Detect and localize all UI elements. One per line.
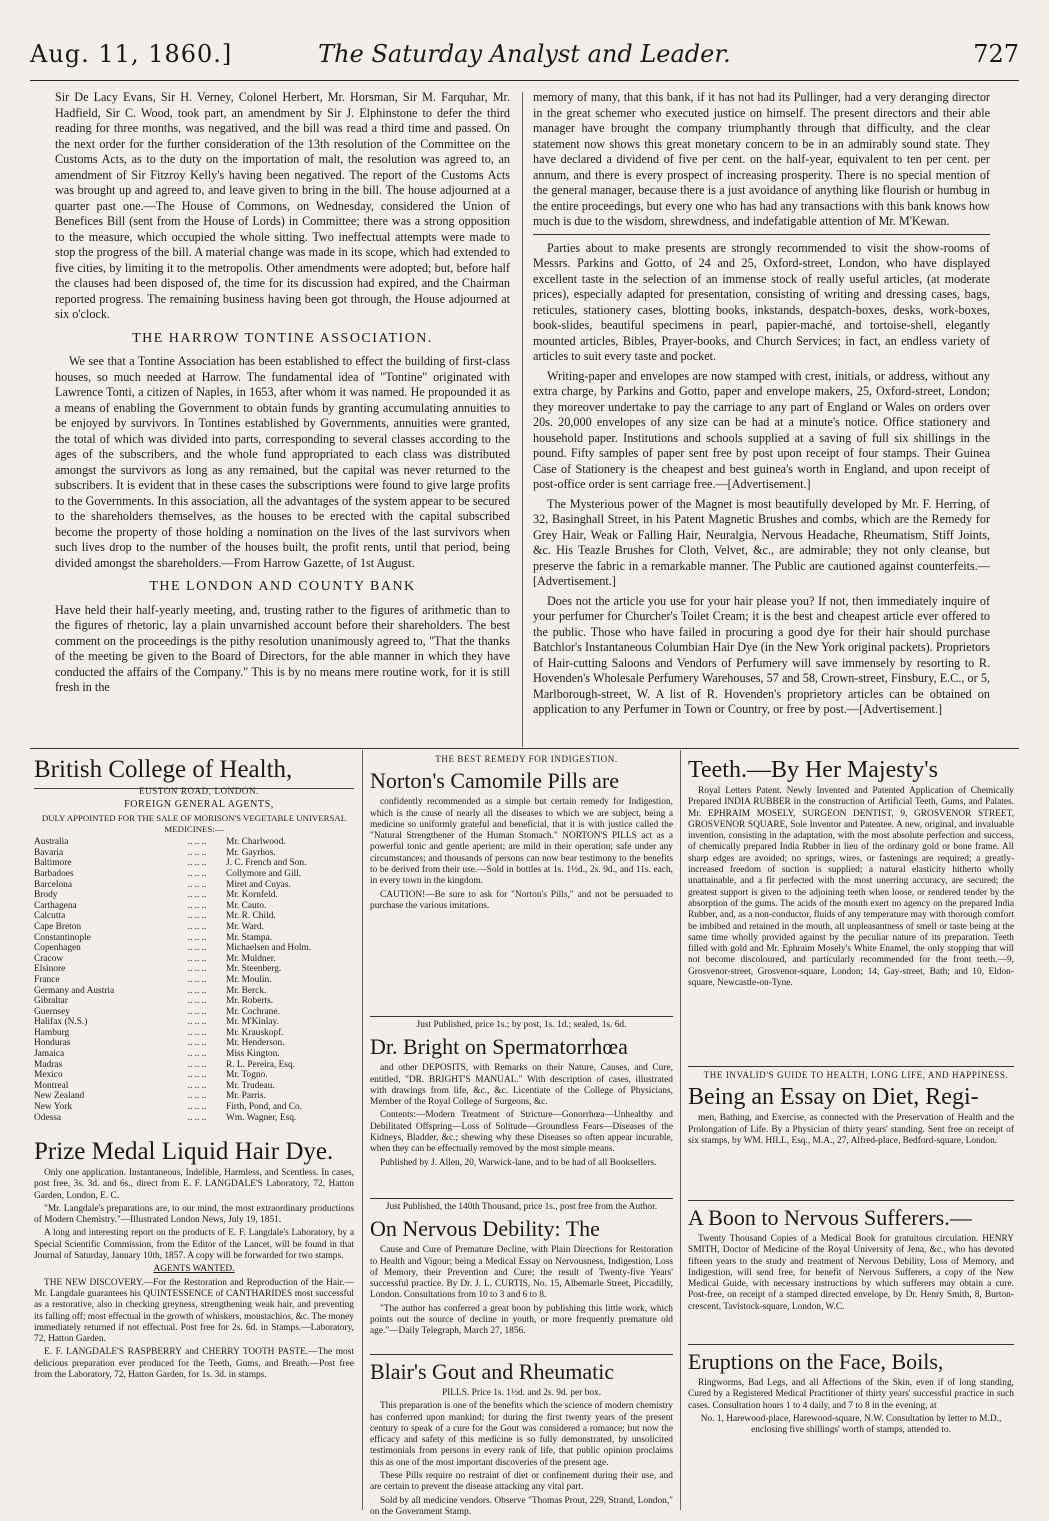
bank-paragraph: Have held their half-yearly meeting, and, trusting rather to the figures of arithmetic than to the figures of rhetoric, lay a plain unvarnished account before their shareholders. The best comment on the proceedings is the pithy resolution unanimously agreed to, "That the thanks of the meeting be given to the Board of Directors, for the able manner in which they have conducted the affairs of the Company." This is by no means mere routine work, for it is still fresh in the bbox=[55, 602, 510, 694]
norton-kicker: THE BEST REMEDY FOR INDIGESTION. bbox=[435, 754, 618, 764]
leader-dots: .. .. .. bbox=[187, 890, 207, 901]
eruptions-text-1: Ringworms, Bad Legs, and all Affections of the Skin, even if of long standing, Cured by a Registered Medical Practitioner of thirty years' successful practice in such cases. Consultation hours 1 to 4 daily, and 7 to 8 in the evening, at bbox=[688, 1378, 1014, 1411]
invalid-ad bbox=[688, 1070, 1014, 1198]
page-header bbox=[30, 40, 1019, 72]
agent-place: Honduras bbox=[34, 1038, 71, 1049]
tontine-paragraph: We see that a Tontine Association has been established to effect the building of first-class houses, so much needed at Harrow. The fundamental idea of "Tontine" originated with Lawrence Tonti, a citizen of Naples, in 1653, after whom it was named. He propounded it as a means of enabling the Government to obtain funds by granting accumulating annuities to be enjoyed by survivors. In Tontines established by Governments, annuities were granted, the total of which was divided into parts, corresponding to several classes according to the ages of the subscribers, and the whole fund appropriated to each class was distributed amongst the survivors as long as any remained, but the capital was never returned to the subscribers. It is evident that in these cases the subscriptions were found to give large profits to the Governments. In this association, all the advantages of the system appear to be secured to the shareholders themselves, as the houses to be erected with the capital subscribed become the property of those holding a nomination on the lives of the last survivors when such lives drop to the number of the houses built, the profit rents, until that period, being divided amongst the shareholders.—From Harrow Gazette, of 1st August. bbox=[55, 354, 510, 570]
leader-dots: .. .. .. bbox=[187, 911, 207, 922]
blair-text-2: This preparation is one of the benefits which the science of modern chemistry has conferred upon mankind; for during the first twenty years of the present century to speak of a cure for the Gout was considered a romance; but now the efficacy and safety of this medicine is so fully demonstrated, by unsolicited testimonials from persons in every rank of life, that public opinion proclaims this as one of the most important discoveries of the present age. bbox=[370, 1401, 673, 1468]
agent-row bbox=[34, 1102, 354, 1113]
agent-row bbox=[34, 943, 354, 954]
agent-name: Mr. Berck. bbox=[225, 985, 267, 996]
agent-name: Mr. Stampa. bbox=[225, 932, 273, 943]
bank-continued-paragraph: memory of many, that this bank, if it has not had its Pullinger, had a very deranging director in the great schemer who executed justice on himself. The present directors and their able manager have brought the company triumphantly through that difficulty, and the clear statement now shows this great monetary concern to be in an admirably sound state. They have declared a dividend of five per cent. on the half-year, equivalent to ten per cent. per annum, and there is every prospect of increasing prosperity. There is no special mention of the general manager, because there is a just avoidance of anything like flourish or humbug in the entire proceedings, but every one who has had any transactions with this bank knows how much is due to the wisdom, shrewdness, and indefatigable attention of Mr. M'Kewan. bbox=[533, 90, 990, 228]
stray-rule bbox=[34, 788, 354, 789]
norton-title: Norton's Camomile Pills are bbox=[370, 768, 619, 794]
norton-text-1: confidently recommended as a simple but certain remedy for Indigestion, which is the cause of nearly all the diseases to which we are subject, being a medicine so uniformly grateful and beneficial, that it is with justice called the "Natural Strengthener of the Human Stomach." NORTON'S PILLS act as a powerful tonic and gentle aperient; are mild in their operation; safe under any circumstances; and thousands of persons can now bear testimony to the benefits to be derived from their use.—Sold in bottles at 1s. 1½d., 2s. 9d., and 11s. each, in every town in the kingdom. bbox=[370, 797, 673, 887]
blair-text-4: Sold by all medicine vendors. Observe "Thomas Prout, 229, Strand, London," on the Government Stamp. bbox=[370, 1495, 673, 1517]
header-rule bbox=[30, 80, 1019, 81]
nervous-kicker: Just Published, the 140th Thousand, price 1s., post free from the Author. bbox=[385, 1202, 658, 1212]
agent-name: Mr. M'Kinlay. bbox=[225, 1017, 279, 1028]
page-number: 727 bbox=[973, 40, 1019, 68]
agent-place: Barbadoes bbox=[34, 868, 74, 879]
leader-dots: .. .. .. bbox=[187, 1091, 207, 1102]
boon-title: A Boon to Nervous Sufferers.— bbox=[688, 1205, 972, 1230]
agent-row bbox=[34, 1070, 354, 1081]
leader-dots: .. .. .. bbox=[187, 1102, 207, 1113]
prize-ad bbox=[34, 1138, 354, 1510]
agent-name: Mr. Moulin. bbox=[225, 974, 272, 985]
agent-row bbox=[34, 911, 354, 922]
agent-name: Mr. Trudeau. bbox=[225, 1080, 275, 1091]
nervous-text-1: Cause and Cure of Premature Decline, with Plain Directions for Restoration to Health and Vigour; being a Medical Essay on Nervousness, Indigestion, Loss of Memory, their Prevention and Cure; the result of Twenty-five Years' successful practice. By Dr. J. L. CURTIS, No. 15, Albemarle Street, Piccadilly, London. Consultations from 10 to 3 and 6 to 8. bbox=[370, 1245, 673, 1301]
agent-row bbox=[34, 954, 354, 965]
agent-name: Mr. Gayrhos. bbox=[225, 847, 276, 858]
ad-rule bbox=[688, 1200, 1014, 1201]
invalid-text-1: men, Bathing, and Exercise, as connected with the Preservation of Health and the Prolongation of Life. By a Physician of thirty years' standing. Sent free on receipt of six stamps, by WM. HILL, Esq., M.A., 27, Alfred-place, Bedford-square, London. bbox=[688, 1113, 1014, 1146]
agent-row bbox=[34, 1028, 354, 1039]
leader-dots: .. .. .. bbox=[187, 900, 207, 911]
agent-place: Montreal bbox=[34, 1080, 69, 1091]
magnet-paragraph: The Mysterious power of the Magnet is most beautifully developed by Mr. F. Herring, of 32, Basinghall Street, in his Patent Magnetic Brushes and combs, which are the Remedy for Grey Hair, Weak or Falling Hair, Neuralgia, Nervous Headache, Rheumatism, Stiff Joints, &c. His Teazle Brushes for Cloth, Velvet, &c., are admirable; they not only cleanse, but preserve the fabric in a remarkable manner. The Public are cautioned against counterfeits.—[Advertisement.] bbox=[533, 496, 990, 588]
agent-place: Halifax (N.S.) bbox=[34, 1017, 88, 1028]
hair-paragraph: Does not the article you use for your hair please you? If not, then immediately inquire of your perfumer for Churcher's Toilet Cream; it is the best and cheapest article ever offered to the public. Those who have failed in procuring a good dye for their hair should purchase Batchlor's Instantaneous Columbian Hair Dye (in the New York original packets). Proprietors of Hair-cutting Saloons and Vendors of Perfumery will save immensely by resorting to R. Hovenden's Wholesale Perfumery Warehouses, 57 and 58, Crown-street, Finsbury, E.C., or 5, Marlborough-street, W. A list of R. Hovenden's proprietory articles can be obtained on application to any Perfumer in Town or Country, or free by post.—[Advertisement.] bbox=[533, 593, 990, 716]
leader-dots: .. .. .. bbox=[187, 953, 207, 964]
right-divider bbox=[533, 234, 990, 235]
agent-row bbox=[34, 1113, 354, 1124]
agent-name: Mr. Cauto. bbox=[225, 900, 267, 911]
agent-place: Odessa bbox=[34, 1112, 62, 1123]
bank-heading: THE LONDON AND COUNTY BANK bbox=[149, 579, 416, 594]
agent-name: J. C. French and Son. bbox=[225, 858, 307, 869]
agents-wanted: AGENTS WANTED. bbox=[153, 1264, 235, 1275]
agent-place: Baltimore bbox=[34, 858, 72, 869]
eruptions-text-2: No. 1, Harewood-place, Harewood-square, N.W. Consultation by letter to M.D., enclosing five shillings' worth of stamps, attended to. bbox=[700, 1413, 1002, 1436]
blair-text-1: PILLS. Price 1s. 1½d. and 2s. 9d. per box. bbox=[441, 1388, 602, 1398]
agent-place: Mexico bbox=[34, 1070, 63, 1081]
leader-dots: .. .. .. bbox=[187, 879, 207, 890]
agent-place: Gibraltar bbox=[34, 996, 68, 1007]
agent-place: New York bbox=[34, 1102, 73, 1113]
prize-text-4: THE NEW DISCOVERY.—For the Restoration and Reproduction of the Hair.—Mr. Langdale guarantees his QUINTESSENCE of CANTHARIDES most successful as a restorative, also in checking greyness, strengthening weak hair, and preventing its falling off; most effectual in the growth of whiskers, moustachios, &c. The money immediately returned if not effectual. Post free for 2s. 6d. in Stamps.—Laboratory, 72, Hatton Garden. bbox=[34, 1277, 354, 1345]
agent-row bbox=[34, 964, 354, 975]
agent-name: Michaelsen and Holm. bbox=[225, 943, 312, 954]
bright-text-2: Contents:—Modern Treatment of Stricture—Gonorrhœa—Unhealthy and Debilitated Offspring—Loss of Solitude—Groundless Fears—Diseases of the Kidneys, Bladder, &c.; shewing why these Diseases so often appear incurable, when they can be effectually removed by the most simple means. bbox=[370, 1110, 673, 1155]
agent-place: Copenhagen bbox=[34, 943, 81, 954]
prize-text-3: A long and interesting report on the products of E. F. Langdale's Laboratory, by a Special Scientific Commission, from the Editor of the Lancet, will be found in that Journal of Saturday, January 10th, 1857. A copy will be forwarded for two stamps. bbox=[34, 1228, 354, 1262]
agent-row bbox=[34, 1091, 354, 1102]
leader-dots: .. .. .. bbox=[187, 996, 207, 1007]
agent-name: R. L. Pereira, Esq. bbox=[225, 1059, 295, 1070]
agent-name: Mr. Kornfeld. bbox=[225, 890, 278, 901]
agent-row bbox=[34, 837, 354, 848]
agent-name: Mr. Steenberg. bbox=[225, 964, 282, 975]
agent-row bbox=[34, 848, 354, 859]
bright-text-1: and other DEPOSITS, with Remarks on their Nature, Causes, and Cure, entitled, "DR. BRIGHT'S MANUAL." With description of cases, illustrated with drawings from life, &c., &c. Licentiate of the College of Physicians, Member of the Royal College of Surgeons, &c. bbox=[370, 1063, 673, 1108]
agent-row bbox=[34, 858, 354, 869]
ad-rule bbox=[688, 1066, 1014, 1067]
college-address: EUSTON ROAD, LONDON. bbox=[139, 786, 259, 796]
left-column bbox=[55, 90, 510, 700]
ad-rule bbox=[370, 1016, 673, 1017]
agent-name: Mr. Krauskopf. bbox=[225, 1027, 284, 1038]
college-title: British College of Health, bbox=[34, 756, 293, 783]
agent-place: Elsinore bbox=[34, 964, 66, 975]
agent-row bbox=[34, 1081, 354, 1092]
leader-dots: .. .. .. bbox=[187, 964, 207, 975]
agent-place: Cape Breton bbox=[34, 921, 82, 932]
agent-place: Madras bbox=[34, 1059, 63, 1070]
agent-name: Miss Kington. bbox=[225, 1049, 280, 1060]
leader-dots: .. .. .. bbox=[187, 1017, 207, 1028]
agent-place: Carthagena bbox=[34, 900, 77, 911]
advertisement-rule bbox=[30, 748, 1019, 749]
ad-rule bbox=[370, 1354, 673, 1355]
agent-name: Mr. Roberts. bbox=[225, 996, 274, 1007]
agent-row bbox=[34, 1038, 354, 1049]
leader-dots: .. .. .. bbox=[187, 1006, 207, 1017]
leader-dots: .. .. .. bbox=[187, 1038, 207, 1049]
parties-paragraph: Parties about to make presents are strongly recommended to visit the show-rooms of Messrs. Parkins and Gotto, of 24 and 25, Oxford-street, London, who have displayed excellent taste in the selection of an immense stock of really useful articles, (at moderate prices), especially adapted for presentation, consisting of writing and dressing cases, bags, reticules, stationery cases, blotting books, inkstands, despatch-boxes, desks, work-boxes, book-slides, beautiful specimens in pearl, papier-maché, and tortoise-shell, elegantly mounted articles, Bibles, Prayer-books, and Church Services; in fact, an endless variety of articles to suit every taste and pocket. bbox=[533, 240, 990, 363]
bright-title: Dr. Bright on Spermatorrhœa bbox=[370, 1034, 628, 1060]
boon-text-1: Twenty Thousand Copies of a Medical Book for gratuitous circulation. HENRY SMITH, Doctor of Medicine of the Royal University of Jena, &c., who has devoted fifteen years to the study and treatment of Nervous Debility, Loss of Memory, and Indigestion, will send free, for benefit of Nervous Sufferers, a copy of the New Medical Guide, with necessary instructions by which sufferers may obtain a cure. Post-free, on receipt of a stamped directed envelope, by Dr. Henry Smith, 8, Burton-crescent, Tavistock-square, London, W.C. bbox=[688, 1234, 1014, 1312]
nervous-title: On Nervous Debility: The bbox=[370, 1216, 600, 1242]
agent-name: Collymore and Gill. bbox=[225, 868, 302, 879]
agent-place: Brody bbox=[34, 890, 58, 901]
leader-dots: .. .. .. bbox=[187, 932, 207, 943]
ad-rule bbox=[370, 1198, 673, 1199]
prize-text-2: "Mr. Langdale's preparations are, to our mind, the most extraordinary productions of Modern Chemistry."—Illustrated London News, July 19, 1851. bbox=[34, 1203, 354, 1226]
nervous-ad bbox=[370, 1202, 673, 1352]
agent-place: Australia bbox=[34, 837, 69, 848]
agent-place: Barcelona bbox=[34, 879, 72, 890]
prize-title: Prize Medal Liquid Hair Dye. bbox=[34, 1138, 334, 1165]
ad-divider-2 bbox=[680, 750, 681, 1510]
prize-text-5: E. F. LANGDALE'S RASPBERRY and CHERRY TOOTH PASTE.—The most delicious preparation ever produced for the Teeth, Gums, and Breath.—Post free from the Laboratory, 72, Hatton Garden, for 1s. 3d. in stamps. bbox=[34, 1347, 354, 1381]
agent-row bbox=[34, 975, 354, 986]
agent-place: Germany and Austria bbox=[34, 985, 115, 996]
leader-dots: .. .. .. bbox=[187, 1080, 207, 1091]
agent-name: Firth, Pond, and Co. bbox=[225, 1102, 303, 1113]
norton-ad bbox=[370, 754, 673, 1016]
parliament-paragraph: Sir De Lacy Evans, Sir H. Verney, Colonel Herbert, Mr. Horsman, Sir M. Farquhar, Mr. Hadfield, Sir C. Wood, took part, an amendment by Sir J. Elphinstone to defer the third reading for three months, was negatived, and the bill was read a third time and passed. On the next order for the further consideration of the 13th resolution of the Committee on the Customs Acts, as to the duty on the importation of malt, the resolution was agreed to, an amendment of Sir Fitzroy Kelly's having been negatived. The report of the Customs Acts was brought up and agreed to, and leave given to bring in the bill. The house adjourned at a quarter past one.—The House of Commons, on Wednesday, considered the Union of Benefices Bill (sent from the House of Lords) in Committee; there was a strong opposition to the measure, which occupied the whole sitting. Two ineffectual attempts were made to stop the progress of the bill. A material change was made in its scope, which had extended to five cities, by limiting it to the metropolis. Other amendments were adopted; but, before half the clauses had been disposed of, the time for its discussion had expired, and the Chairman reported progress. The remaining business having been got through, the House adjourned at six o'clock. bbox=[55, 90, 510, 321]
agent-name: Mr. R. Child. bbox=[225, 911, 276, 922]
ad-divider-1 bbox=[362, 750, 363, 1510]
college-ad bbox=[34, 756, 354, 1136]
agent-name: Mr. Cochrane. bbox=[225, 1006, 280, 1017]
agent-row bbox=[34, 1060, 354, 1071]
leader-dots: .. .. .. bbox=[187, 837, 207, 848]
leader-dots: .. .. .. bbox=[187, 974, 207, 985]
agent-row bbox=[34, 890, 354, 901]
agents-table bbox=[34, 837, 354, 1123]
teeth-text-1: Royal Letters Patent. Newly Invented and Patented Application of Chemically Prepared INDIA RUBBER in the construction of Artificial Teeth, Gums, and Palates. Mr. EPHRAIM MOSELY, SURGEON DENTIST, 9, GROSVENOR STREET, GROSVENOR SQUARE, Sole Inventor and Patentee. A new, original, and invaluable invention, consisting in the adaptation, with the most absolute perfection and success, of chemically prepared India Rubber in lieu of the ordinary gold or bone frame. All sharp edges are avoided; no springs, wires, or fastenings are required; a greatly-increased freedom of suction is supplied; a natural elasticity hitherto wholly unattainable, and a fit perfected with the most unerring accuracy, are secured; the greatest support is given to the adjoining teeth when loose, or rendered tender by the absorption of the gums. The acids of the mouth exert no agency on the prepared India Rubber, and, as a non-conductor, fluids of any temperature may with thorough comfort be imbibed and retained in the mouth, all unpleasantness of smell or taste being at the same time wholly provided against by the peculiar nature of its preparation. Teeth filled with gold and Mr. Ephraim Mosely's White Enamel, the only stopping that will not become discoloured, and particularly recommended for the front teeth.—9, Grosvenor-street, Grosvenor-square, London; 14, Gay-street, Bath; and 10, Eldon-square, Newcastle-on-Tyne. bbox=[688, 786, 1014, 989]
agent-place: Cracow bbox=[34, 953, 64, 964]
agent-name: Mr. Ward. bbox=[225, 921, 264, 932]
nervous-text-2: "The author has conferred a great boon by publishing this little work, which points out the source of decline in youth, or more frequently premature old age."—Daily Telegraph, March 27, 1856. bbox=[370, 1303, 673, 1337]
agent-place: Constantinople bbox=[34, 932, 91, 943]
agent-place: Jamaica bbox=[34, 1049, 65, 1060]
agent-row bbox=[34, 986, 354, 997]
bright-ad bbox=[370, 1020, 673, 1196]
teeth-title: Teeth.—By Her Majesty's bbox=[688, 757, 938, 783]
agent-name: Wm. Wagner, Esq. bbox=[225, 1112, 297, 1123]
agent-name: Miret and Cuyas. bbox=[225, 879, 291, 890]
teeth-ad bbox=[688, 756, 1014, 1064]
boon-ad bbox=[688, 1204, 1014, 1342]
eruptions-title: Eruptions on the Face, Boils, bbox=[688, 1349, 944, 1374]
agent-row bbox=[34, 1007, 354, 1018]
agent-row bbox=[34, 933, 354, 944]
prize-text-1: Only one application. Instantaneous, Indelible, Harmless, and Scentless. In cases, post free, 3s. 3d. and 6s., direct from E. F. LANGDALE'S Laboratory, 72, Hatton Garden, London, E. C. bbox=[34, 1168, 354, 1201]
leader-dots: .. .. .. bbox=[187, 1059, 207, 1070]
right-column bbox=[533, 90, 990, 722]
agent-place: Guernsey bbox=[34, 1006, 70, 1017]
leader-dots: .. .. .. bbox=[187, 1027, 207, 1038]
tontine-heading: THE HARROW TONTINE ASSOCIATION. bbox=[132, 330, 433, 346]
agent-row bbox=[34, 1049, 354, 1060]
blair-title: Blair's Gout and Rheumatic bbox=[370, 1359, 615, 1384]
blair-ad bbox=[370, 1358, 673, 1517]
agent-place: Hamburg bbox=[34, 1027, 70, 1038]
agent-name: Mr. Charlwood. bbox=[225, 837, 286, 848]
agent-row bbox=[34, 996, 354, 1007]
writing-paragraph: Writing-paper and envelopes are now stamped with crest, initials, or address, without any extra charge, by Parkins and Gotto, paper and envelope makers, 25, Oxford-street, London; they moreover undertake to pay the carriage to any part of England or Wales on orders over 20s. 20,000 envelopes of any size can be had at a minute's notice. Office stationery and household paper. Institutions and schools supplied at a saving of full six shillings in the pound. Fifty samples of paper sent free by post upon receipt of four stamps. Their Guinea Case of Stationery is the cheapest and best guinea's worth in England, and upon receipt of post-office order is sent carriage free.—[Advertisement.] bbox=[533, 368, 990, 491]
leader-dots: .. .. .. bbox=[187, 1070, 207, 1081]
agent-row bbox=[34, 922, 354, 933]
column-divider bbox=[522, 92, 523, 747]
agent-name: Mr. Henderson. bbox=[225, 1038, 285, 1049]
agent-name: Mr. Togno. bbox=[225, 1070, 268, 1081]
ad-rule bbox=[688, 1344, 1014, 1345]
agent-name: Mr. Parris. bbox=[225, 1091, 266, 1102]
bright-kicker: Just Published, price 1s.; by post, 1s. 1d.; sealed, 1s. 6d. bbox=[416, 1020, 627, 1030]
agent-place: Bavaria bbox=[34, 847, 64, 858]
invalid-title: Being an Essay on Diet, Regi- bbox=[688, 1084, 979, 1111]
leader-dots: .. .. .. bbox=[187, 985, 207, 996]
leader-dots: .. .. .. bbox=[187, 921, 207, 932]
leader-dots: .. .. .. bbox=[187, 868, 207, 879]
college-appointed: DULY APPOINTED FOR THE SALE OF MORISON'S VEGETABLE UNIVERSAL MEDICINES:— bbox=[41, 812, 347, 834]
agent-row bbox=[34, 901, 354, 912]
agent-place: Calcutta bbox=[34, 911, 66, 922]
college-subtitle: FOREIGN GENERAL AGENTS, bbox=[124, 799, 274, 811]
leader-dots: .. .. .. bbox=[187, 858, 207, 869]
leader-dots: .. .. .. bbox=[187, 943, 207, 954]
agent-row bbox=[34, 1017, 354, 1028]
eruptions-ad bbox=[688, 1348, 1014, 1510]
agent-row bbox=[34, 880, 354, 891]
leader-dots: .. .. .. bbox=[187, 847, 207, 858]
issue-date: Aug. 11, 1860.] bbox=[30, 40, 233, 68]
agent-row bbox=[34, 869, 354, 880]
leader-dots: .. .. .. bbox=[187, 1049, 207, 1060]
leader-dots: .. .. .. bbox=[187, 1112, 207, 1123]
agent-place: France bbox=[34, 974, 60, 985]
blair-text-3: These Pills require no restraint of diet or confinement during their use, and are certain to prevent the disease attacking any vital part. bbox=[370, 1471, 673, 1493]
agent-name: Mr. Muldner. bbox=[225, 953, 276, 964]
publication-title: The Saturday Analyst and Leader. bbox=[318, 40, 731, 68]
norton-text-2: CAUTION!—Be sure to ask for "Norton's Pills," and not be persuaded to purchase the various imitations. bbox=[370, 889, 673, 911]
agent-place: New Zealand bbox=[34, 1091, 85, 1102]
bright-text-3: Published by J. Allen, 20, Warwick-lane, and to be had of all Booksellers. bbox=[380, 1157, 657, 1168]
invalid-kicker: THE INVALID'S GUIDE TO HEALTH, LONG LIFE, AND HAPPINESS. bbox=[703, 1070, 1009, 1080]
